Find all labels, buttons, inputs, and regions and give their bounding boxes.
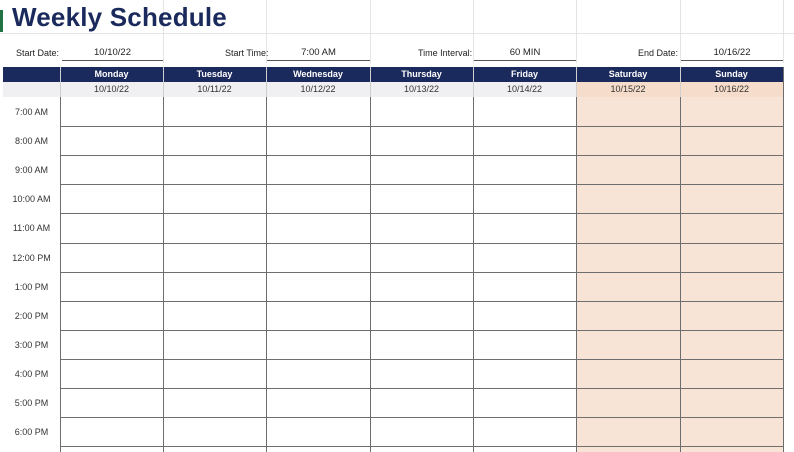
schedule-cell[interactable] [371, 98, 473, 126]
time-label: 5:00 PM [14, 398, 49, 408]
schedule-cell[interactable] [61, 418, 163, 446]
schedule-cell[interactable] [371, 214, 473, 242]
schedule-cell[interactable] [164, 331, 266, 359]
schedule-cell[interactable] [164, 185, 266, 213]
header-divider [473, 67, 474, 97]
sheet-gridline [370, 0, 371, 63]
header-divider [60, 67, 61, 97]
schedule-cell[interactable] [371, 418, 473, 446]
schedule-cell[interactable] [61, 127, 163, 155]
day-header-friday: Friday [510, 69, 538, 79]
schedule-cell[interactable] [577, 360, 680, 388]
schedule-cell[interactable] [61, 98, 163, 126]
schedule-cell[interactable] [164, 156, 266, 184]
schedule-cell[interactable] [267, 214, 370, 242]
time-label: 9:00 AM [14, 165, 49, 176]
header-divider [680, 67, 681, 97]
schedule-cell[interactable] [164, 273, 266, 301]
schedule-cell[interactable] [371, 127, 473, 155]
start-date-label: Start Date: [16, 48, 60, 58]
grid-divider [783, 67, 784, 452]
schedule-cell[interactable] [267, 302, 370, 330]
schedule-cell[interactable] [681, 273, 783, 301]
sheet-gridline [0, 33, 794, 34]
day-date-monday: 10/10/22 [93, 84, 130, 94]
schedule-cell[interactable] [474, 214, 576, 242]
schedule-cell[interactable] [371, 389, 473, 417]
day-date-sunday: 10/16/22 [713, 84, 750, 94]
time-label: 12:00 PM [12, 252, 51, 263]
schedule-cell[interactable] [371, 244, 473, 272]
start-time-field[interactable]: 7:00 AM [267, 47, 370, 61]
day-date-friday: 10/14/22 [506, 84, 543, 94]
schedule-cell[interactable] [681, 156, 783, 184]
schedule-cell[interactable] [681, 302, 783, 330]
day-header-wednesday: Wednesday [293, 69, 343, 79]
cell-selection-marker [0, 10, 3, 32]
schedule-cell[interactable] [267, 389, 370, 417]
schedule-cell[interactable] [474, 302, 576, 330]
sheet-gridline [576, 0, 577, 63]
schedule-cell[interactable] [577, 273, 680, 301]
schedule-cell[interactable] [164, 302, 266, 330]
day-date-wednesday: 10/12/22 [300, 84, 336, 94]
schedule-cell[interactable] [267, 273, 370, 301]
schedule-cell[interactable] [164, 244, 266, 272]
schedule-cell[interactable] [61, 360, 163, 388]
schedule-cell[interactable] [164, 418, 266, 446]
schedule-cell[interactable] [61, 214, 163, 242]
schedule-cell[interactable] [164, 127, 266, 155]
day-header-thursday: Thursday [401, 69, 442, 79]
schedule-cell[interactable] [577, 185, 680, 213]
schedule-cell[interactable] [164, 214, 266, 242]
schedule-cell[interactable] [474, 127, 576, 155]
page-title: Weekly Schedule [12, 2, 227, 32]
header-divider [370, 67, 371, 97]
schedule-cell[interactable] [681, 360, 783, 388]
schedule-cell[interactable] [474, 185, 576, 213]
schedule-cell[interactable] [267, 127, 370, 155]
schedule-cell[interactable] [61, 389, 163, 417]
time-label: 8:00 AM [14, 136, 49, 147]
schedule-cell[interactable] [267, 331, 370, 359]
time-label: 11:00 AM [12, 223, 51, 234]
schedule-cell[interactable] [61, 331, 163, 359]
schedule-cell[interactable] [681, 127, 783, 155]
schedule-cell[interactable] [681, 418, 783, 446]
schedule-cell[interactable] [681, 185, 783, 213]
day-date-saturday: 10/15/22 [610, 84, 646, 94]
schedule-cell[interactable] [577, 244, 680, 272]
time-label: 10:00 AM [12, 194, 51, 205]
schedule-cell[interactable] [164, 389, 266, 417]
schedule-cell[interactable] [61, 273, 163, 301]
start-time-label: Start Time: [225, 48, 269, 58]
day-header-saturday: Saturday [608, 69, 648, 79]
schedule-cell[interactable] [577, 156, 680, 184]
schedule-cell[interactable] [267, 185, 370, 213]
schedule-cell[interactable] [681, 214, 783, 242]
header-divider [576, 67, 577, 97]
schedule-cell[interactable] [474, 273, 576, 301]
time-label: 1:00 PM [14, 281, 49, 292]
schedule-cell[interactable] [267, 156, 370, 184]
schedule-cell[interactable] [267, 98, 370, 126]
time-interval-field[interactable]: 60 MIN [474, 47, 576, 61]
schedule-cell[interactable] [61, 244, 163, 272]
schedule-cell[interactable] [371, 156, 473, 184]
schedule-cell[interactable] [474, 360, 576, 388]
schedule-cell[interactable] [577, 127, 680, 155]
time-label: 2:00 PM [14, 310, 49, 321]
schedule-cell[interactable] [681, 244, 783, 272]
schedule-cell[interactable] [474, 98, 576, 126]
schedule-cell[interactable] [474, 156, 576, 184]
schedule-cell[interactable] [61, 156, 163, 184]
time-label: 4:00 PM [14, 368, 49, 379]
end-date-field[interactable]: 10/16/22 [681, 47, 783, 61]
schedule-cell[interactable] [371, 185, 473, 213]
schedule-cell[interactable] [164, 360, 266, 388]
end-date-label: End Date: [638, 48, 679, 58]
schedule-cell[interactable] [474, 331, 576, 359]
schedule-cell[interactable] [577, 418, 680, 446]
day-header-monday: Monday [94, 69, 129, 79]
schedule-cell[interactable] [371, 273, 473, 301]
schedule-cell[interactable] [577, 331, 680, 359]
schedule-cell[interactable] [577, 389, 680, 417]
schedule-cell[interactable] [371, 302, 473, 330]
schedule-cell[interactable] [681, 331, 783, 359]
schedule-cell[interactable] [577, 98, 680, 126]
time-label: 7:00 AM [14, 107, 49, 117]
schedule-cell[interactable] [61, 185, 163, 213]
schedule-cell[interactable] [371, 331, 473, 359]
schedule-cell[interactable] [267, 244, 370, 272]
time-interval-label: Time Interval: [418, 48, 473, 58]
day-header-tuesday: Tuesday [196, 69, 233, 79]
schedule-cell[interactable] [267, 418, 370, 446]
day-date-thursday: 10/13/22 [403, 84, 440, 94]
schedule-cell[interactable] [267, 360, 370, 388]
schedule-cell[interactable] [681, 98, 783, 126]
schedule-cell[interactable] [474, 244, 576, 272]
schedule-cell[interactable] [474, 389, 576, 417]
schedule-cell[interactable] [371, 360, 473, 388]
time-label: 3:00 PM [14, 339, 49, 350]
schedule-cell[interactable] [577, 214, 680, 242]
schedule-cell[interactable] [577, 302, 680, 330]
sheet-gridline [783, 0, 784, 63]
schedule-cell[interactable] [681, 389, 783, 417]
schedule-cell[interactable] [61, 302, 163, 330]
day-date-tuesday: 10/11/22 [197, 84, 232, 94]
day-header-sunday: Sunday [715, 69, 748, 79]
schedule-cell[interactable] [164, 98, 266, 126]
header-divider [266, 67, 267, 97]
start-date-field[interactable]: 10/10/22 [62, 47, 163, 61]
time-label: 6:00 PM [14, 427, 49, 438]
schedule-cell[interactable] [474, 418, 576, 446]
header-divider [163, 67, 164, 97]
